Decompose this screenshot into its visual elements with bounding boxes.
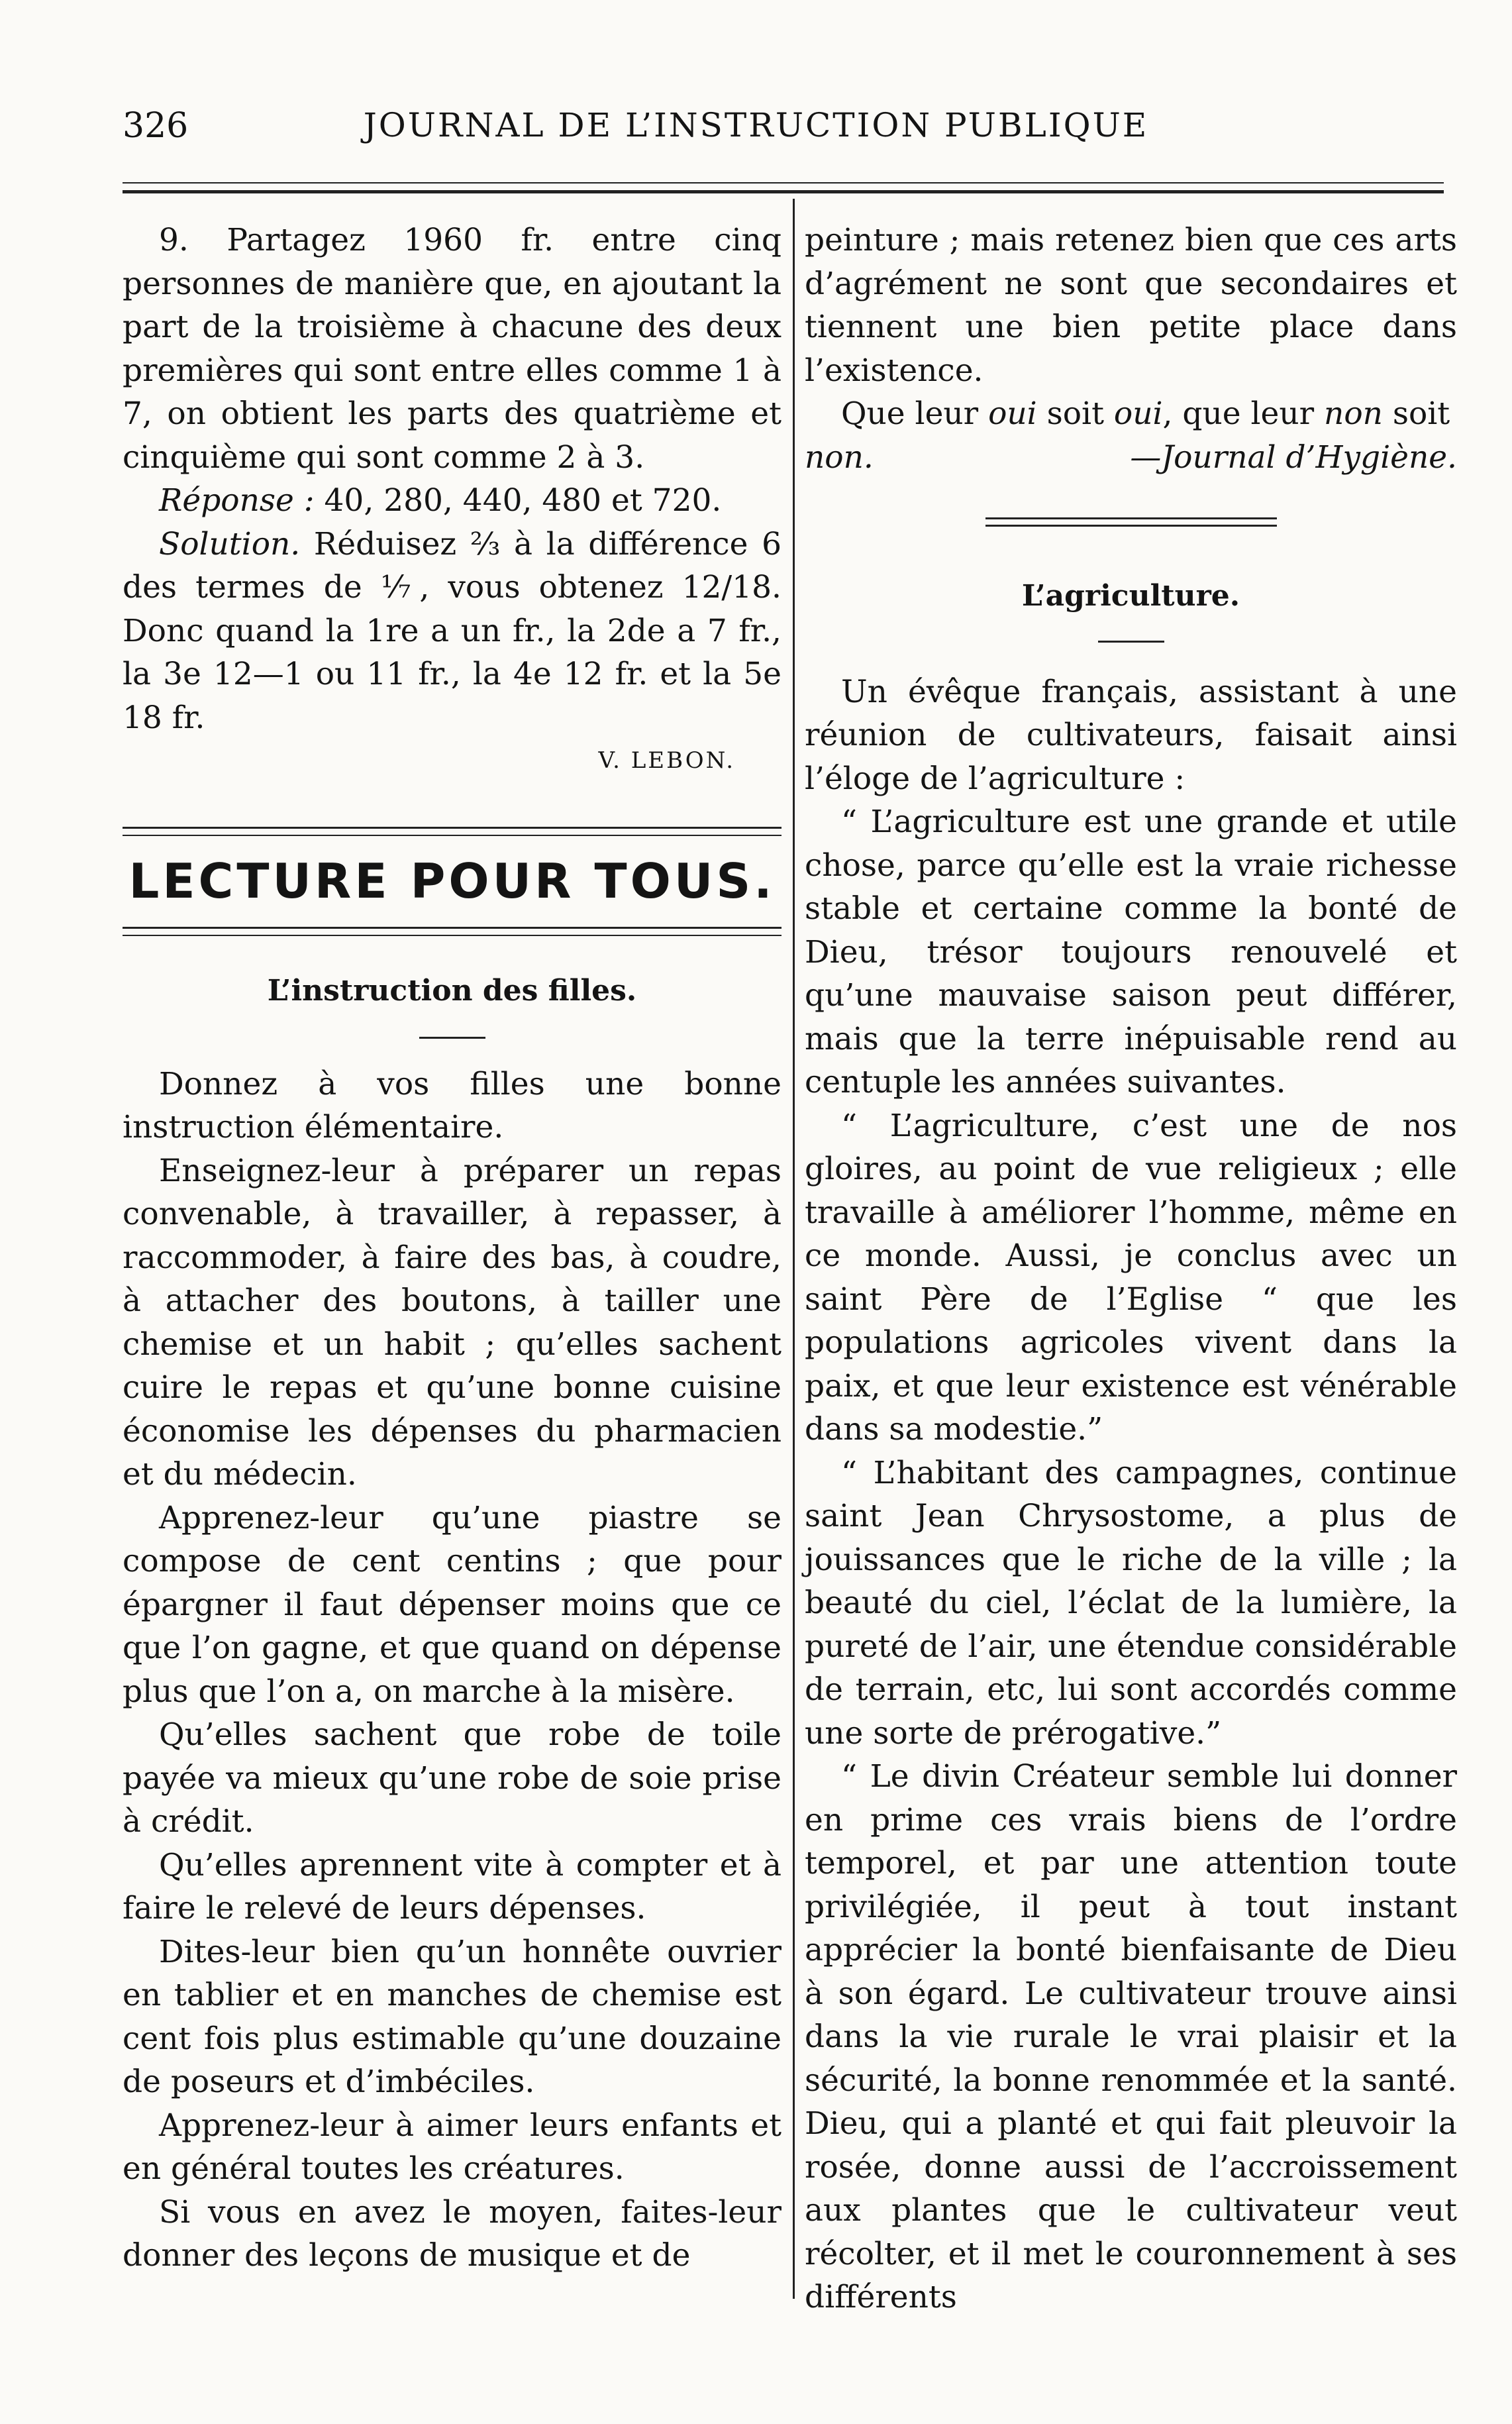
closing-attribution bbox=[805, 436, 1457, 480]
solution-text: Réduisez ⅔ à la différence 6 des termes de ⅐, vous obtenez 12/18. Donc quand la 1re a un fr., la 2de a 7 fr., la 3e 12—1 ou 11 fr., la 4e 12 fr. et la 5e 18 fr. bbox=[123, 525, 781, 736]
problem-statement: 9. Partagez 1960 fr. entre cinq personnes de manière que, en ajoutant la part de la troisième à chacune des deux premières qui sont entre elles comme 1 à 7, on obtient les parts des quatrième et cinquième qui sont comme 2 à 3. bbox=[123, 222, 781, 476]
closing-line bbox=[805, 392, 1457, 436]
continuation-paragraph: peinture ; mais retenez bien que ces arts d’agrément ne sont que secondaires et tiennent une bien petite place dans l’existence. bbox=[805, 222, 1457, 389]
closing-word: non. bbox=[805, 439, 874, 476]
closing-text: soit bbox=[1036, 395, 1114, 432]
answer-label: Réponse : bbox=[159, 482, 315, 519]
solution-label: Solution. bbox=[159, 525, 301, 562]
closing-text: , que leur bbox=[1162, 395, 1325, 432]
article-separator bbox=[985, 517, 1277, 527]
closing-word: non bbox=[1324, 395, 1383, 432]
paragraph: “ L’agriculture, c’est une de nos gloires, au point de vue religieux ; elle travaille à améliorer l’homme, même en ce monde. Aussi, je conclus avec un saint Père de l’Eglise “ que les populations agricoles vivent dans la paix, et que leur existence est vénérable dans sa modestie.” bbox=[805, 1107, 1457, 1448]
section-title: LECTURE POUR TOUS. bbox=[128, 853, 776, 909]
right-column bbox=[805, 219, 1457, 2319]
closing-text: Que leur bbox=[841, 395, 989, 432]
header-rule-top bbox=[123, 182, 1444, 184]
paragraph: Enseignez-leur à préparer un repas convenable, à travailler, à repasser, à raccommoder, à faire des bas, à coudre, à attacher des boutons, à tailler une chemise et un habit ; qu’elles sachent cuire le repas et qu’une bonne cuisine économise les dépenses du pharmacien et du médecin. bbox=[123, 1152, 781, 1493]
paragraph: Si vous en avez le moyen, faites-leur donner des leçons de musique et de bbox=[123, 2193, 781, 2274]
closing-word: oui bbox=[1113, 395, 1163, 432]
journal-title: JOURNAL DE L’INSTRUCTION PUBLIQUE bbox=[363, 106, 1149, 144]
source-journal: —Journal d’Hygiène. bbox=[1130, 439, 1457, 476]
section-rule-bottom bbox=[123, 927, 781, 936]
header-rule-bottom bbox=[123, 190, 1444, 193]
page-number: 326 bbox=[123, 106, 189, 146]
problem-answer bbox=[123, 479, 781, 523]
left-column bbox=[123, 219, 781, 2278]
paragraph: Dites-leur bien qu’un honnête ouvrier en tablier et en manches de chemise est cent fois plus estimable qu’une douzaine de poseurs et d’imbéciles. bbox=[123, 1933, 781, 2100]
closing-text: soit bbox=[1382, 395, 1450, 432]
paragraph: Apprenez-leur qu’une piastre se compose de cent centins ; que pour épargner il faut dépenser moins que ce que l’on gagne, et que quand on dépense plus que l’on a, on marche à la misère. bbox=[123, 1499, 781, 1710]
section-rule-top bbox=[123, 827, 781, 836]
paragraph: Donnez à vos filles une bonne instruction élémentaire. bbox=[123, 1065, 781, 1145]
paragraph: Qu’elles aprennent vite à compter et à faire le relevé de leurs dépenses. bbox=[123, 1846, 781, 1926]
paragraph: “ L’habitant des campagnes, continue saint Jean Chrysostome, a plus de jouissances que le riche de la ville ; la beauté du ciel, l’éclat de la lumière, la pureté de l’air, une étendue considérable de terrain, etc, lui sont accordés comme une sorte de prérogative.” bbox=[805, 1454, 1457, 1752]
column-divider bbox=[793, 199, 795, 2299]
paragraph: Apprenez-leur à aimer leurs enfants et en général toutes les créatures. bbox=[123, 2107, 781, 2187]
paragraph: Qu’elles sachent que robe de toile payée va mieux qu’une robe de soie prise à crédit. bbox=[123, 1716, 781, 1840]
article-title-agriculture: L’agriculture. bbox=[1021, 579, 1240, 613]
article-title-filles: L’instruction des filles. bbox=[267, 974, 637, 1008]
paragraph: Un évêque français, assistant à une réunion de cultivateurs, faisait ainsi l’éloge de l’agriculture : bbox=[805, 673, 1457, 797]
paragraph: “ L’agriculture est une grande et utile chose, parce qu’elle est la vraie richesse stable et certaine comme la bonté de Dieu, trésor toujours renouvelé et qu’une mauvaise saison peut différer, mais que la terre inépuisable rend au centuple les années suivantes. bbox=[805, 804, 1457, 1100]
author-signature: V. LEBON. bbox=[598, 747, 735, 774]
answer-value: 40, 280, 440, 480 et 720. bbox=[314, 482, 722, 519]
problem-solution bbox=[123, 523, 781, 740]
paragraph: “ Le divin Créateur semble lui donner en prime ces vrais biens de l’ordre temporel, et par une attention toute privilégiée, il peut à tout instant apprécier la bonté bienfaisante de Dieu à son égard. Le cultivateur trouve ainsi dans la vie rurale le vrai plaisir et la sécurité, la bonne renommée et la santé. Dieu, qui a planté et qui fait pleuvoir la rosée, donne aussi de l’accroissement aux plantes que le cultivateur veut récolter, et il met le couronnement à ses différents bbox=[805, 1758, 1457, 2315]
closing-word: oui bbox=[988, 395, 1037, 432]
